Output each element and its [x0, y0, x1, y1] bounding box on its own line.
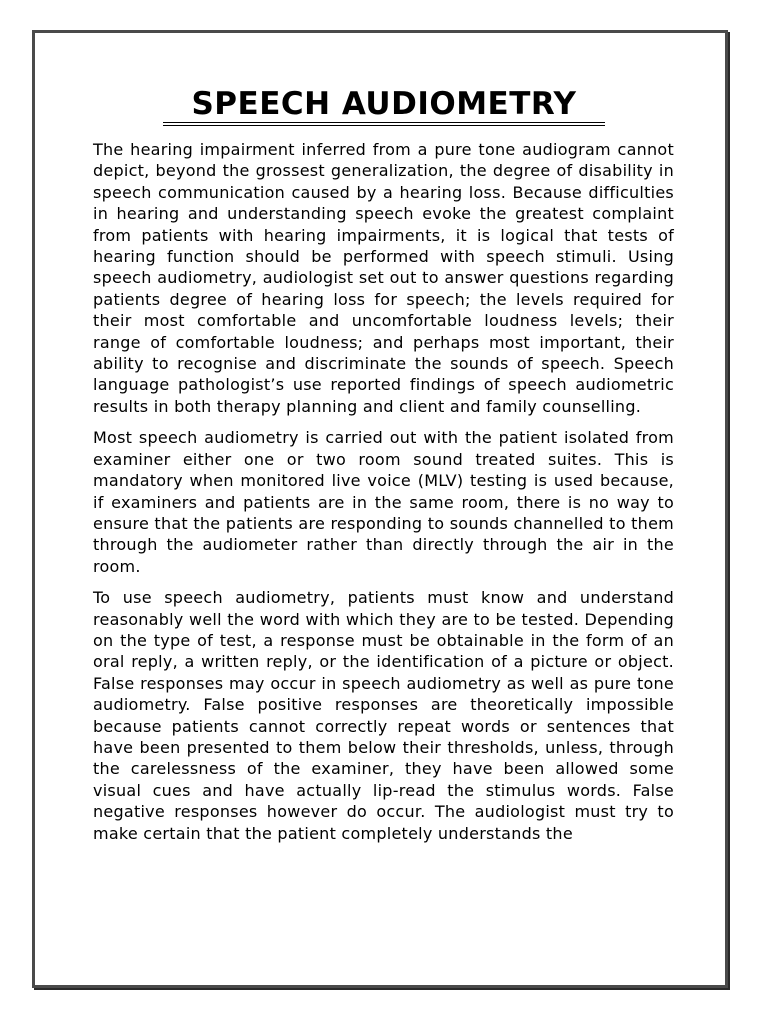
- title-double-underline: [163, 122, 605, 126]
- paragraph-1: The hearing impairment inferred from a pure tone audiogram cannot depict, beyond the grossest generalization, the degree of disability in speech communication caused by a hearing loss. Because difficulties in hearing and understanding speech evoke the greatest complaint from patients with hearing impairments, it is logical that tests of hearing function should be performed with speech stimuli. Using speech audiometry, audiologist set out to answer questions regarding patients degree of hearing loss for speech; the levels required for their most comfortable and uncomfortable loudness levels; their range of comfortable loudness; and perhaps most important, their ability to recognise and discriminate the sounds of speech. Speech language pathologist’s use reported findings of speech audiometric results in both therapy planning and client and family counselling.: [93, 140, 674, 416]
- paragraph-2: Most speech audiometry is carried out with the patient isolated from examiner either one or two room sound treated suites. This is mandatory when monitored live voice (MLV) testing is used because, if examiners and patients are in the same room, there is no way to ensure that the patients are responding to sounds channelled to them through the audiometer rather than directly through the air in the room.: [93, 428, 674, 576]
- page-title: SPEECH AUDIOMETRY: [191, 86, 577, 122]
- paragraph-3: To use speech audiometry, patients must know and understand reasonably well the word with which they are to be tested. Depending on the type of test, a response must be obtainable in the form of an oral reply, a written reply, or the identification of a picture or object. False responses may occur in speech audiometry as well as pure tone audiometry. False positive responses are theoretically impossible because patients cannot correctly repeat words or sentences that have been presented to them below their thresholds, unless, through the carelessness of the examiner, they have been allowed some visual cues and have actually lip-read the stimulus words. False negative responses however do occur. The audiologist must try to make certain that the patient completely understands the: [93, 588, 674, 843]
- body-text: [93, 139, 674, 844]
